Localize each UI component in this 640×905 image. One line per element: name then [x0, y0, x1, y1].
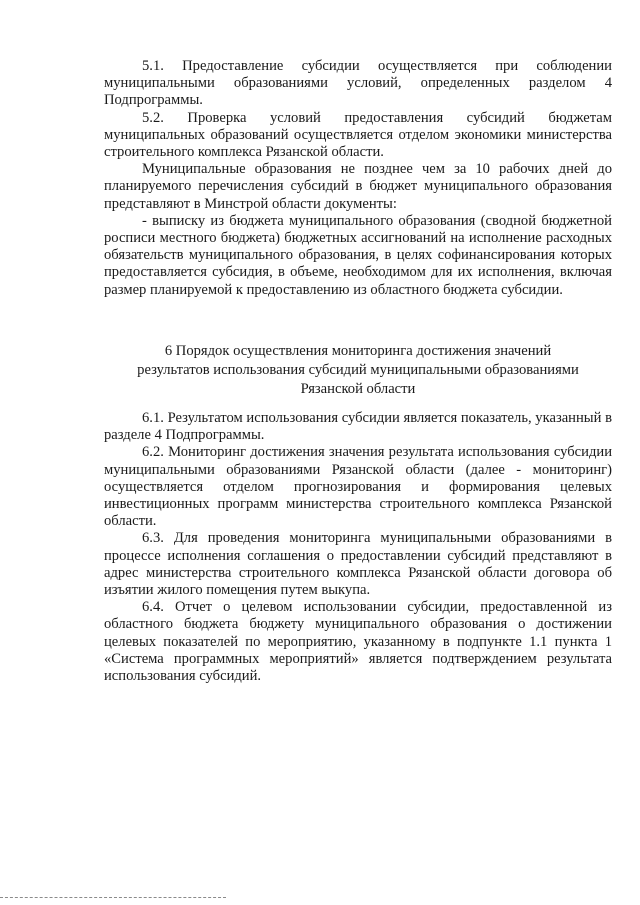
- paragraph-budget-extract: - выписку из бюджета муниципального образования (сводной бюджетной росписи местного бюджета) бюджетных ассигнований на исполнение расходных обязательств муниципального образования, в целях софинансирования которых предоставляется субсидия, в объеме, необходимом для их исполнения, включая размер планируемой к предоставлению из областного бюджета субсидии.: [104, 212, 612, 298]
- paragraph-6-2: 6.2. Мониторинг достижения значения результата использования субсидии муниципальными образованиями Рязанской области (далее - мониторинг) осуществляется отделом прогнозирования и формирования целевых инвестиционных программ министерства строительного комплекса Рязанской области.: [104, 444, 612, 530]
- paragraph-6-4: 6.4. Отчет о целевом использовании субсидии, предоставленной из областного бюджета бюджету муниципального образования о достижении целевых показателей по мероприятию, указанному в подпункте 1.1 пункта 1 «Система программных мероприятий» является подтверждением результата использования субсидий.: [104, 599, 612, 685]
- paragraph-6-1: 6.1. Результатом использования субсидии является показатель, указанный в разделе 4 Подпрограммы.: [104, 410, 612, 444]
- section-6-text: [104, 410, 612, 685]
- paragraph-documents-intro: Муниципальные образования не позднее чем за 10 рабочих дней до планируемого перечисления субсидий в бюджет муниципального образования представляют в Минстрой области документы:: [104, 161, 612, 212]
- section-5-text: [104, 58, 612, 299]
- paragraph-5-2: 5.2. Проверка условий предоставления субсидий бюджетам муниципальных образований осуществляется отделом экономики министерства строительного комплекса Рязанской области.: [104, 109, 612, 161]
- heading-line: результатов использования субсидий муниципальными образованиями: [137, 362, 579, 378]
- page-bottom-divider: [0, 897, 226, 898]
- heading-line: Рязанской области: [300, 381, 416, 397]
- paragraph-5-1: 5.1. Предоставление субсидии осуществляется при соблюдении муниципальными образованиями условий, определенных разделом 4 Подпрограммы.: [104, 58, 612, 109]
- paragraph-6-3: 6.3. Для проведения мониторинга муниципальными образованиями в процессе исполнения соглашения о предоставлении субсидий представляют в адрес министерства строительного комплекса Рязанской области договора об изъятии жилого помещения путем выкупа.: [104, 530, 612, 599]
- section-6-heading: [104, 342, 612, 399]
- heading-line: 6 Порядок осуществления мониторинга достижения значений: [164, 343, 552, 359]
